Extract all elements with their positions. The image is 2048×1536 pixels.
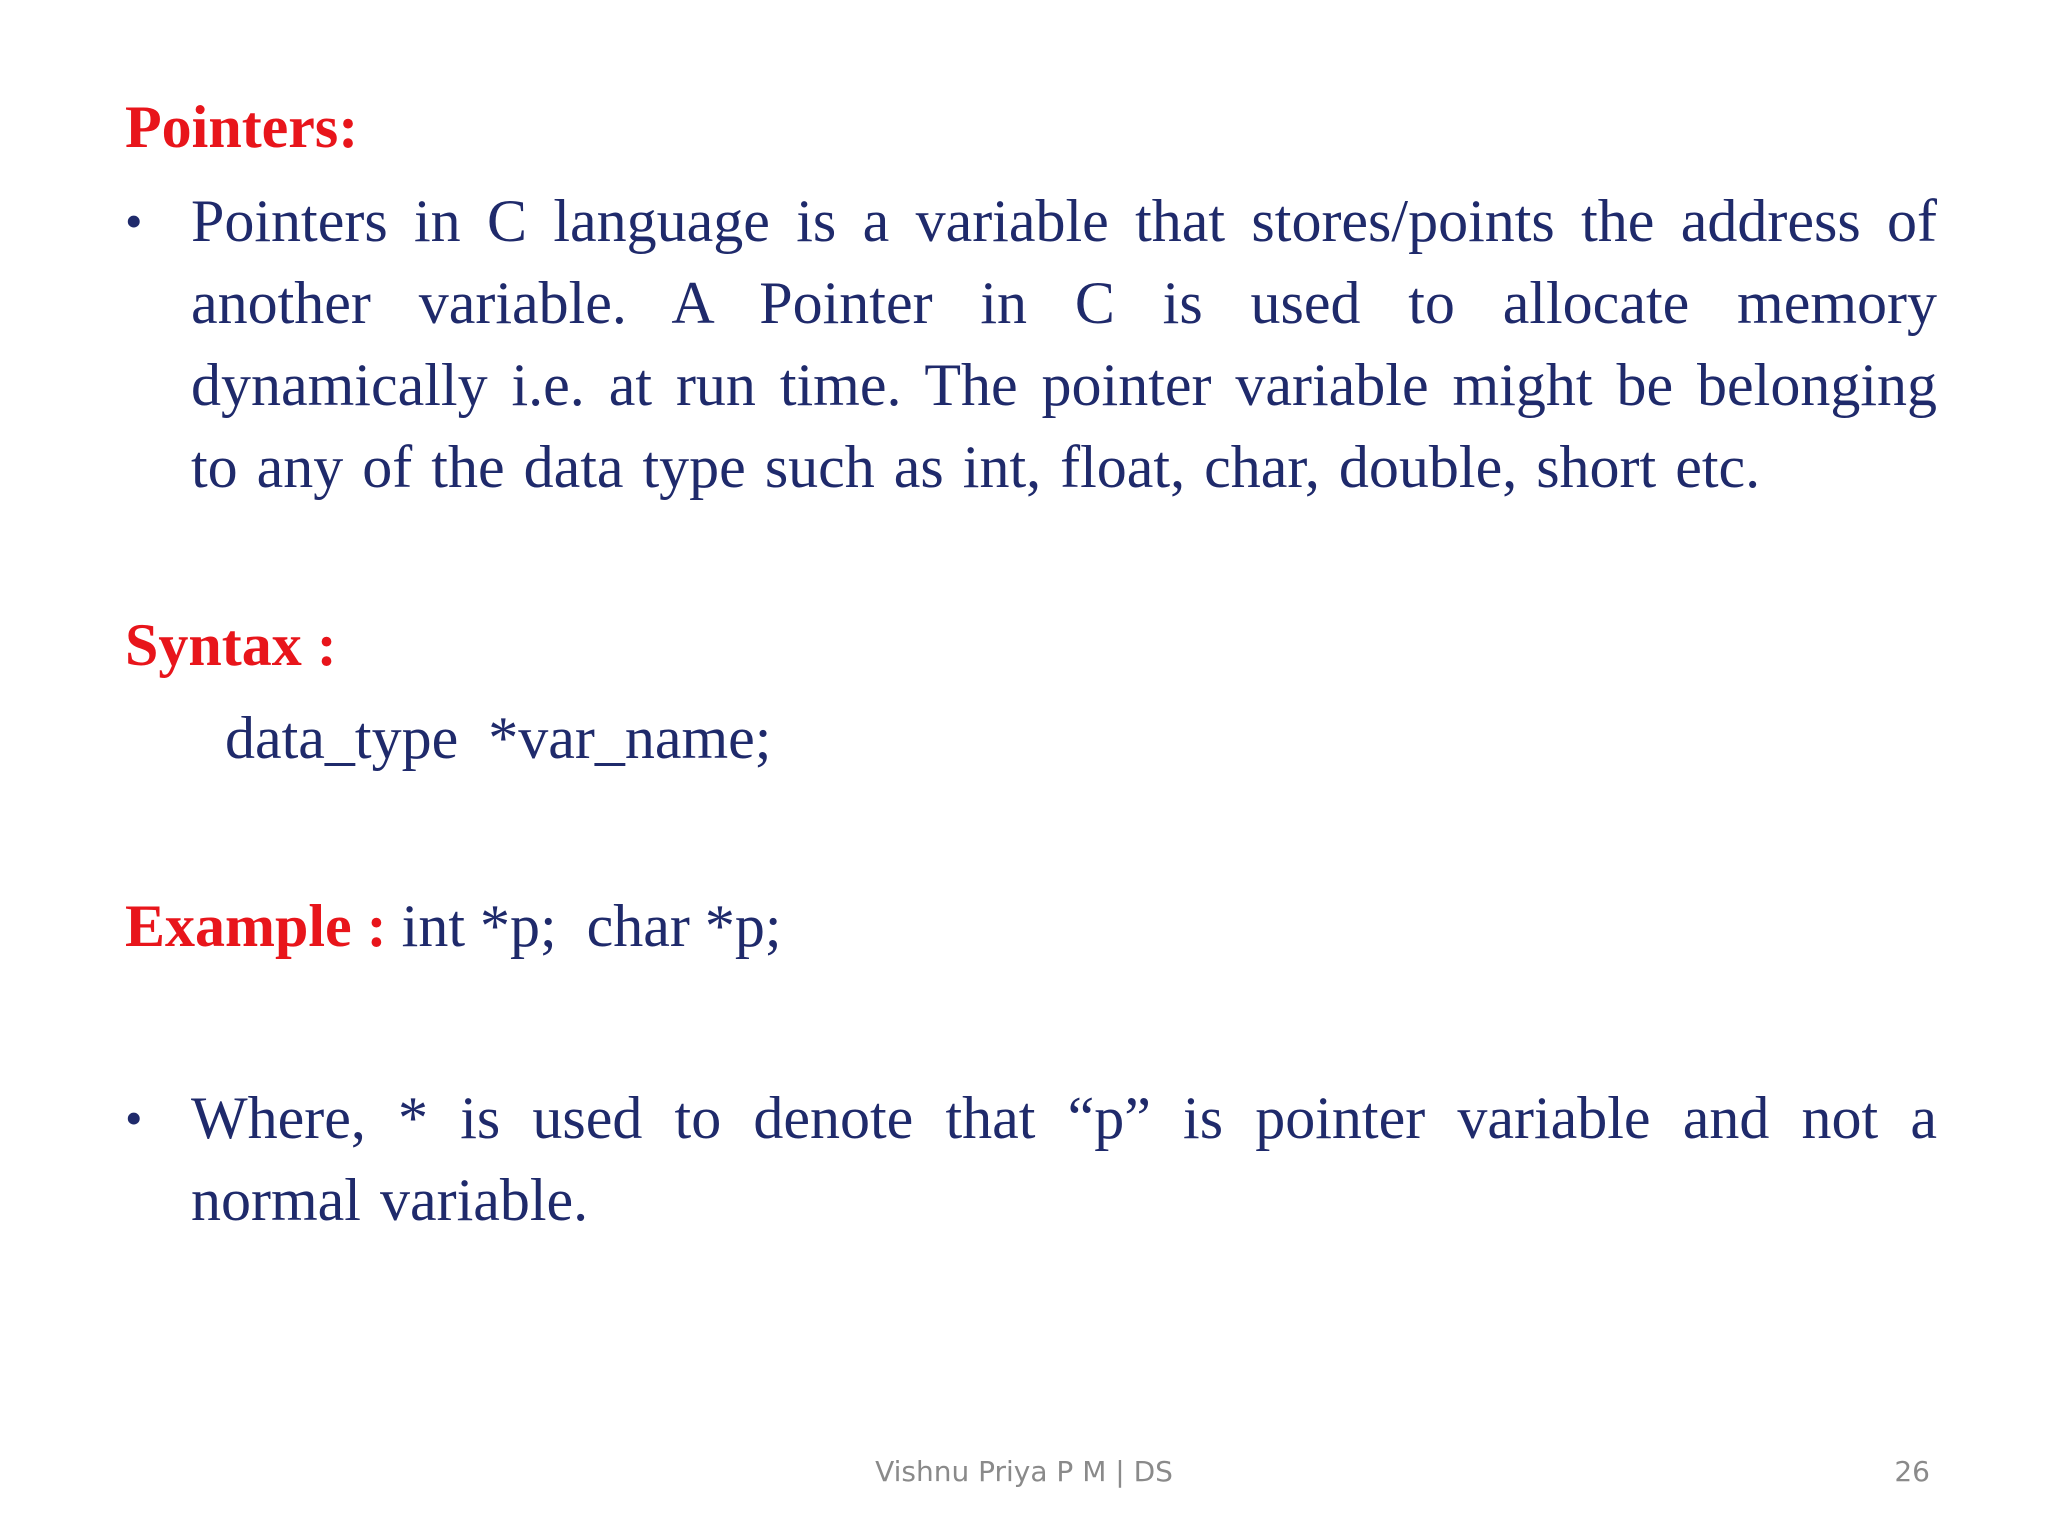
footer-page-number: 26 (1894, 1455, 1930, 1488)
bullet-text-asterisk-note: Where, * is used to denote that “p” is pointer variable and not a normal variable. (191, 1085, 1937, 1233)
example-line (125, 885, 782, 967)
example-code: int *p; char *p; (386, 893, 782, 959)
bullet-text-definition: Pointers in C language is a variable that stores/points the address of another variable. A Pointer in C is used to allocate memory dynamically i.e. at run time. The pointer variable might be belonging to any of the data type such as int, float, char, double, short etc. (191, 188, 1937, 500)
bullet-icon: • (125, 1090, 143, 1146)
heading-pointers: Pointers: (125, 94, 359, 160)
bullet-item-pointers-definition (125, 180, 1937, 508)
bullet-item-asterisk-note (125, 1077, 1937, 1241)
heading-syntax: Syntax : (125, 612, 337, 678)
footer-author: Vishnu Priya P M | DS (875, 1455, 1173, 1488)
bullet-icon: • (125, 193, 143, 249)
syntax-code: data_type *var_name; (225, 705, 772, 771)
example-label: Example : (125, 893, 387, 959)
